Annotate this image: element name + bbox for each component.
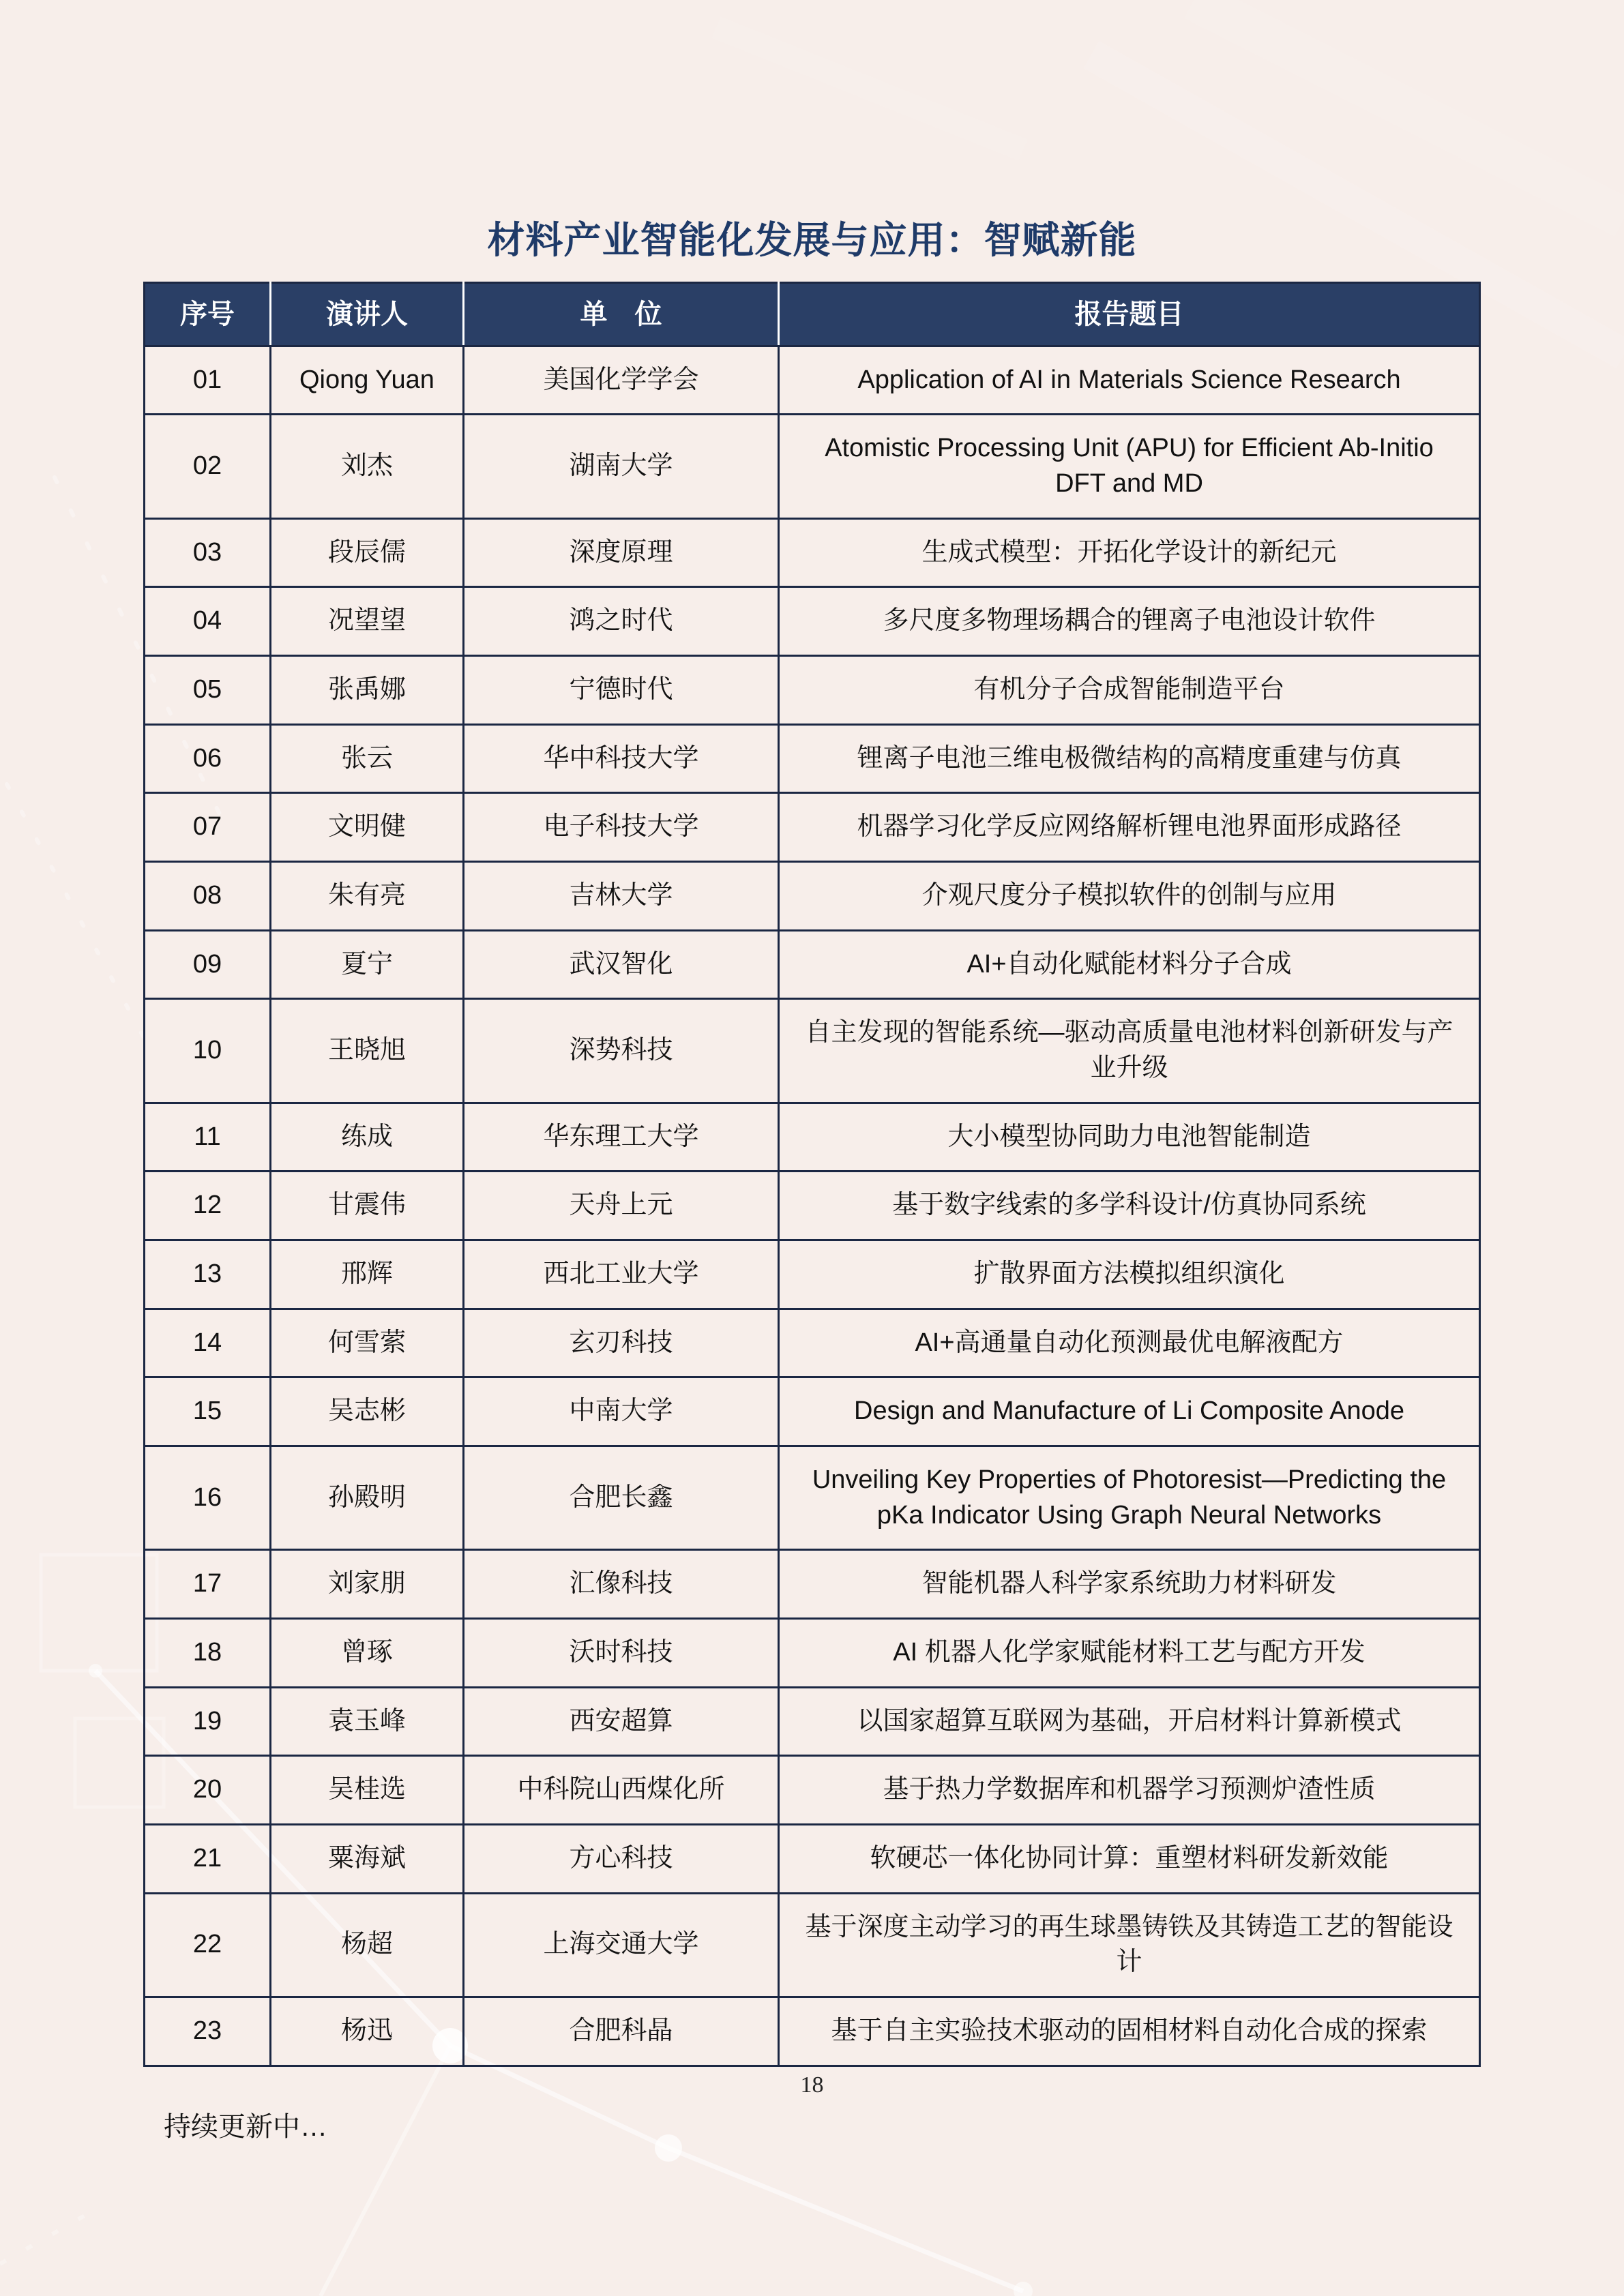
row-index: 03 xyxy=(145,518,271,587)
row-speaker: Qiong Yuan xyxy=(271,346,464,415)
table-row xyxy=(145,930,1480,999)
row-report-title: 大小模型协同助力电池智能制造 xyxy=(779,1103,1480,1172)
row-speaker: 刘家朋 xyxy=(271,1550,464,1619)
row-speaker: 邢辉 xyxy=(271,1240,464,1309)
row-report-title: AI+高通量自动化预测最优电解液配方 xyxy=(779,1309,1480,1377)
row-index: 22 xyxy=(145,1893,271,1997)
row-speaker: 曾琢 xyxy=(271,1618,464,1687)
row-index: 15 xyxy=(145,1377,271,1446)
row-report-title: 基于数字线索的多学科设计/仿真协同系统 xyxy=(779,1172,1480,1240)
row-index: 20 xyxy=(145,1756,271,1825)
page-number: 18 xyxy=(800,2072,824,2098)
row-index: 12 xyxy=(145,1172,271,1240)
row-organization: 玄刃科技 xyxy=(463,1309,778,1377)
row-organization: 沃时科技 xyxy=(463,1618,778,1687)
row-speaker: 刘杰 xyxy=(271,415,464,518)
table-body xyxy=(145,346,1480,2066)
row-speaker: 孙殿明 xyxy=(271,1446,464,1549)
row-report-title: 扩散界面方法模拟组织演化 xyxy=(779,1240,1480,1309)
row-report-title: 介观尺度分子模拟软件的创制与应用 xyxy=(779,861,1480,930)
row-index: 19 xyxy=(145,1687,271,1756)
table-row xyxy=(145,587,1480,656)
row-index: 04 xyxy=(145,587,271,656)
column-header-index: 序号 xyxy=(145,282,271,346)
row-report-title: 以国家超算互联网为基础，开启材料计算新模式 xyxy=(779,1687,1480,1756)
row-index: 10 xyxy=(145,999,271,1103)
row-speaker: 粟海斌 xyxy=(271,1824,464,1893)
row-speaker: 段辰儒 xyxy=(271,518,464,587)
column-header-report-title: 报告题目 xyxy=(779,282,1480,346)
table-row xyxy=(145,724,1480,793)
row-index: 11 xyxy=(145,1103,271,1172)
table-row xyxy=(145,793,1480,862)
table-row xyxy=(145,1618,1480,1687)
row-index: 18 xyxy=(145,1618,271,1687)
table-row xyxy=(145,999,1480,1103)
row-index: 16 xyxy=(145,1446,271,1549)
row-index: 05 xyxy=(145,655,271,724)
row-organization: 湖南大学 xyxy=(463,415,778,518)
row-index: 23 xyxy=(145,1997,271,2066)
row-report-title: AI+自动化赋能材料分子合成 xyxy=(779,930,1480,999)
row-speaker: 杨超 xyxy=(271,1893,464,1997)
row-organization: 武汉智化 xyxy=(463,930,778,999)
row-organization: 中科院山西煤化所 xyxy=(463,1756,778,1825)
row-speaker: 甘震伟 xyxy=(271,1172,464,1240)
row-index: 09 xyxy=(145,930,271,999)
row-report-title: Design and Manufacture of Li Composite Anode xyxy=(779,1377,1480,1446)
row-organization: 西安超算 xyxy=(463,1687,778,1756)
row-report-title: 机器学习化学反应网络解析锂电池界面形成路径 xyxy=(779,793,1480,862)
row-speaker: 吴桂选 xyxy=(271,1756,464,1825)
table-row xyxy=(145,1550,1480,1619)
table-row xyxy=(145,1997,1480,2066)
row-speaker: 袁玉峰 xyxy=(271,1687,464,1756)
table-row xyxy=(145,1172,1480,1240)
table-row xyxy=(145,861,1480,930)
row-report-title: AI 机器人化学家赋能材料工艺与配方开发 xyxy=(779,1618,1480,1687)
table-row xyxy=(145,1309,1480,1377)
row-organization: 方心科技 xyxy=(463,1824,778,1893)
table-row xyxy=(145,518,1480,587)
row-speaker: 张云 xyxy=(271,724,464,793)
row-report-title: 自主发现的智能系统—驱动高质量电池材料创新研发与产业升级 xyxy=(779,999,1480,1103)
row-report-title: 锂离子电池三维电极微结构的高精度重建与仿真 xyxy=(779,724,1480,793)
row-speaker: 练成 xyxy=(271,1103,464,1172)
row-index: 13 xyxy=(145,1240,271,1309)
row-index: 01 xyxy=(145,346,271,415)
row-report-title: Atomistic Processing Unit (APU) for Efficient Ab-Initio DFT and MD xyxy=(779,415,1480,518)
row-organization: 西北工业大学 xyxy=(463,1240,778,1309)
table-row xyxy=(145,346,1480,415)
row-organization: 合肥科晶 xyxy=(463,1997,778,2066)
row-organization: 深势科技 xyxy=(463,999,778,1103)
table-row xyxy=(145,1687,1480,1756)
table-row xyxy=(145,655,1480,724)
row-report-title: 智能机器人科学家系统助力材料研发 xyxy=(779,1550,1480,1619)
table-row xyxy=(145,1756,1480,1825)
row-organization: 深度原理 xyxy=(463,518,778,587)
row-organization: 美国化学学会 xyxy=(463,346,778,415)
row-report-title: 有机分子合成智能制造平台 xyxy=(779,655,1480,724)
row-report-title: 基于热力学数据库和机器学习预测炉渣性质 xyxy=(779,1756,1480,1825)
row-report-title: Application of AI in Materials Science Research xyxy=(779,346,1480,415)
column-header-speaker: 演讲人 xyxy=(271,282,464,346)
table-row xyxy=(145,1377,1480,1446)
page-title: 材料产业智能化发展与应用：智赋新能 xyxy=(487,219,1137,261)
row-index: 14 xyxy=(145,1309,271,1377)
row-report-title: 多尺度多物理场耦合的锂离子电池设计软件 xyxy=(779,587,1480,656)
row-index: 17 xyxy=(145,1550,271,1619)
row-speaker: 夏宁 xyxy=(271,930,464,999)
row-organization: 中南大学 xyxy=(463,1377,778,1446)
row-report-title: 生成式模型：开拓化学设计的新纪元 xyxy=(779,518,1480,587)
row-speaker: 何雪萦 xyxy=(271,1309,464,1377)
footer-note: 持续更新中… xyxy=(164,2111,327,2142)
row-speaker: 吴志彬 xyxy=(271,1377,464,1446)
row-organization: 合肥长鑫 xyxy=(463,1446,778,1549)
column-header-organization: 单 位 xyxy=(463,282,778,346)
row-speaker: 文明健 xyxy=(271,793,464,862)
row-organization: 上海交通大学 xyxy=(463,1893,778,1997)
table-row xyxy=(145,1446,1480,1549)
row-index: 02 xyxy=(145,415,271,518)
row-report-title: 基于自主实验技术驱动的固相材料自动化合成的探索 xyxy=(779,1997,1480,2066)
row-report-title: 基于深度主动学习的再生球墨铸铁及其铸造工艺的智能设计 xyxy=(779,1893,1480,1997)
row-organization: 鸿之时代 xyxy=(463,587,778,656)
row-organization: 天舟上元 xyxy=(463,1172,778,1240)
row-speaker: 王晓旭 xyxy=(271,999,464,1103)
row-index: 08 xyxy=(145,861,271,930)
row-speaker: 杨迅 xyxy=(271,1997,464,2066)
row-report-title: Unveiling Key Properties of Photoresist—Predicting the pKa Indicator Using Graph Neural Networks xyxy=(779,1446,1480,1549)
table-row xyxy=(145,1893,1480,1997)
row-organization: 汇像科技 xyxy=(463,1550,778,1619)
row-speaker: 朱有亮 xyxy=(271,861,464,930)
table-row xyxy=(145,415,1480,518)
row-report-title: 软硬芯一体化协同计算：重塑材料研发新效能 xyxy=(779,1824,1480,1893)
table-row xyxy=(145,1824,1480,1893)
row-organization: 华中科技大学 xyxy=(463,724,778,793)
row-organization: 电子科技大学 xyxy=(463,793,778,862)
row-organization: 吉林大学 xyxy=(463,861,778,930)
table-row xyxy=(145,1240,1480,1309)
speaker-schedule-table xyxy=(143,282,1481,2067)
table-header-row xyxy=(145,282,1480,346)
table-row xyxy=(145,1103,1480,1172)
row-organization: 宁德时代 xyxy=(463,655,778,724)
row-organization: 华东理工大学 xyxy=(463,1103,778,1172)
row-index: 06 xyxy=(145,724,271,793)
row-speaker: 张禹娜 xyxy=(271,655,464,724)
row-index: 07 xyxy=(145,793,271,862)
row-index: 21 xyxy=(145,1824,271,1893)
row-speaker: 况望望 xyxy=(271,587,464,656)
